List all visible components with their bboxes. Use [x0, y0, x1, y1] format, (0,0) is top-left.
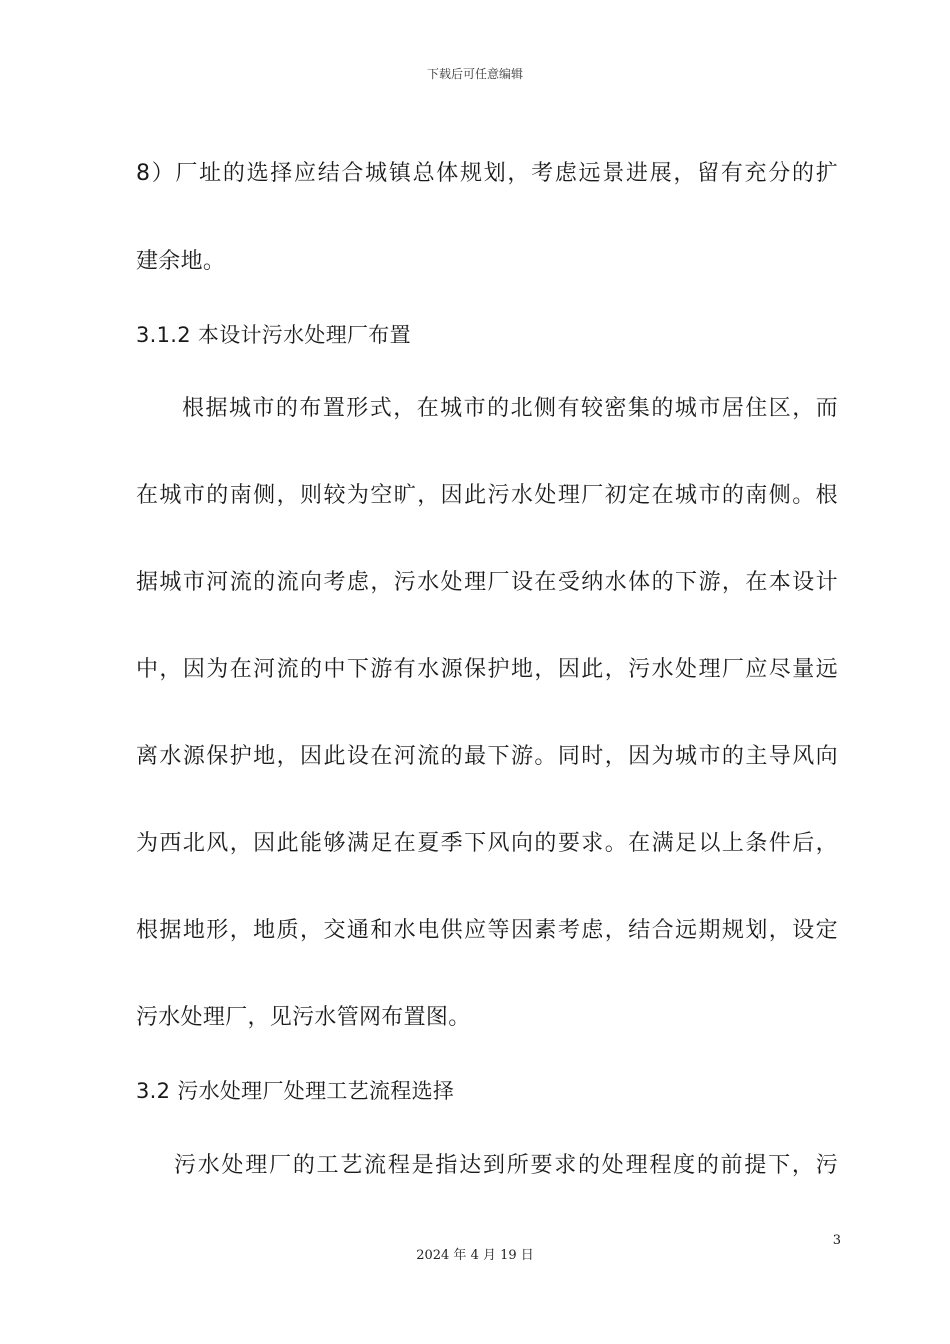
paragraph-line: 为西北风，因此能够满足在夏季下风向的要求。在满足以上条件后，	[136, 831, 838, 856]
page-number: 3	[832, 1233, 841, 1248]
paragraph-line: 污水处理厂的工艺流程是指达到所要求的处理程度的前提下，污	[174, 1153, 838, 1178]
footer-date: 2024 年 4 月 19 日	[416, 1248, 534, 1263]
paragraph-line: 根据城市的布置形式，在城市的北侧有较密集的城市居住区，而	[182, 396, 838, 421]
section-heading: 3.1.2 本设计污水处理厂布置	[136, 323, 411, 347]
paragraph-line: 8）厂址的选择应结合城镇总体规划，考虑远景进展，留有充分的扩	[136, 161, 838, 186]
header-note: 下载后可任意编辑	[426, 67, 523, 81]
paragraph-line: 在城市的南侧，则较为空旷，因此污水处理厂初定在城市的南侧。根	[136, 483, 838, 508]
paragraph-line: 据城市河流的流向考虑，污水处理厂设在受纳水体的下游，在本设计	[136, 570, 838, 595]
section-heading: 3.2 污水处理厂处理工艺流程选择	[136, 1079, 455, 1103]
paragraph-line: 中，因为在河流的中下游有水源保护地，因此，污水处理厂应尽量远	[136, 657, 838, 682]
paragraph-line: 根据地形，地质，交通和水电供应等因素考虑，结合远期规划，设定	[136, 918, 838, 943]
paragraph-line: 污水处理厂，见污水管网布置图。	[136, 1005, 471, 1030]
paragraph-line: 离水源保护地，因此设在河流的最下游。同时，因为城市的主导风向	[136, 744, 838, 769]
paragraph-line: 建余地。	[136, 249, 226, 274]
